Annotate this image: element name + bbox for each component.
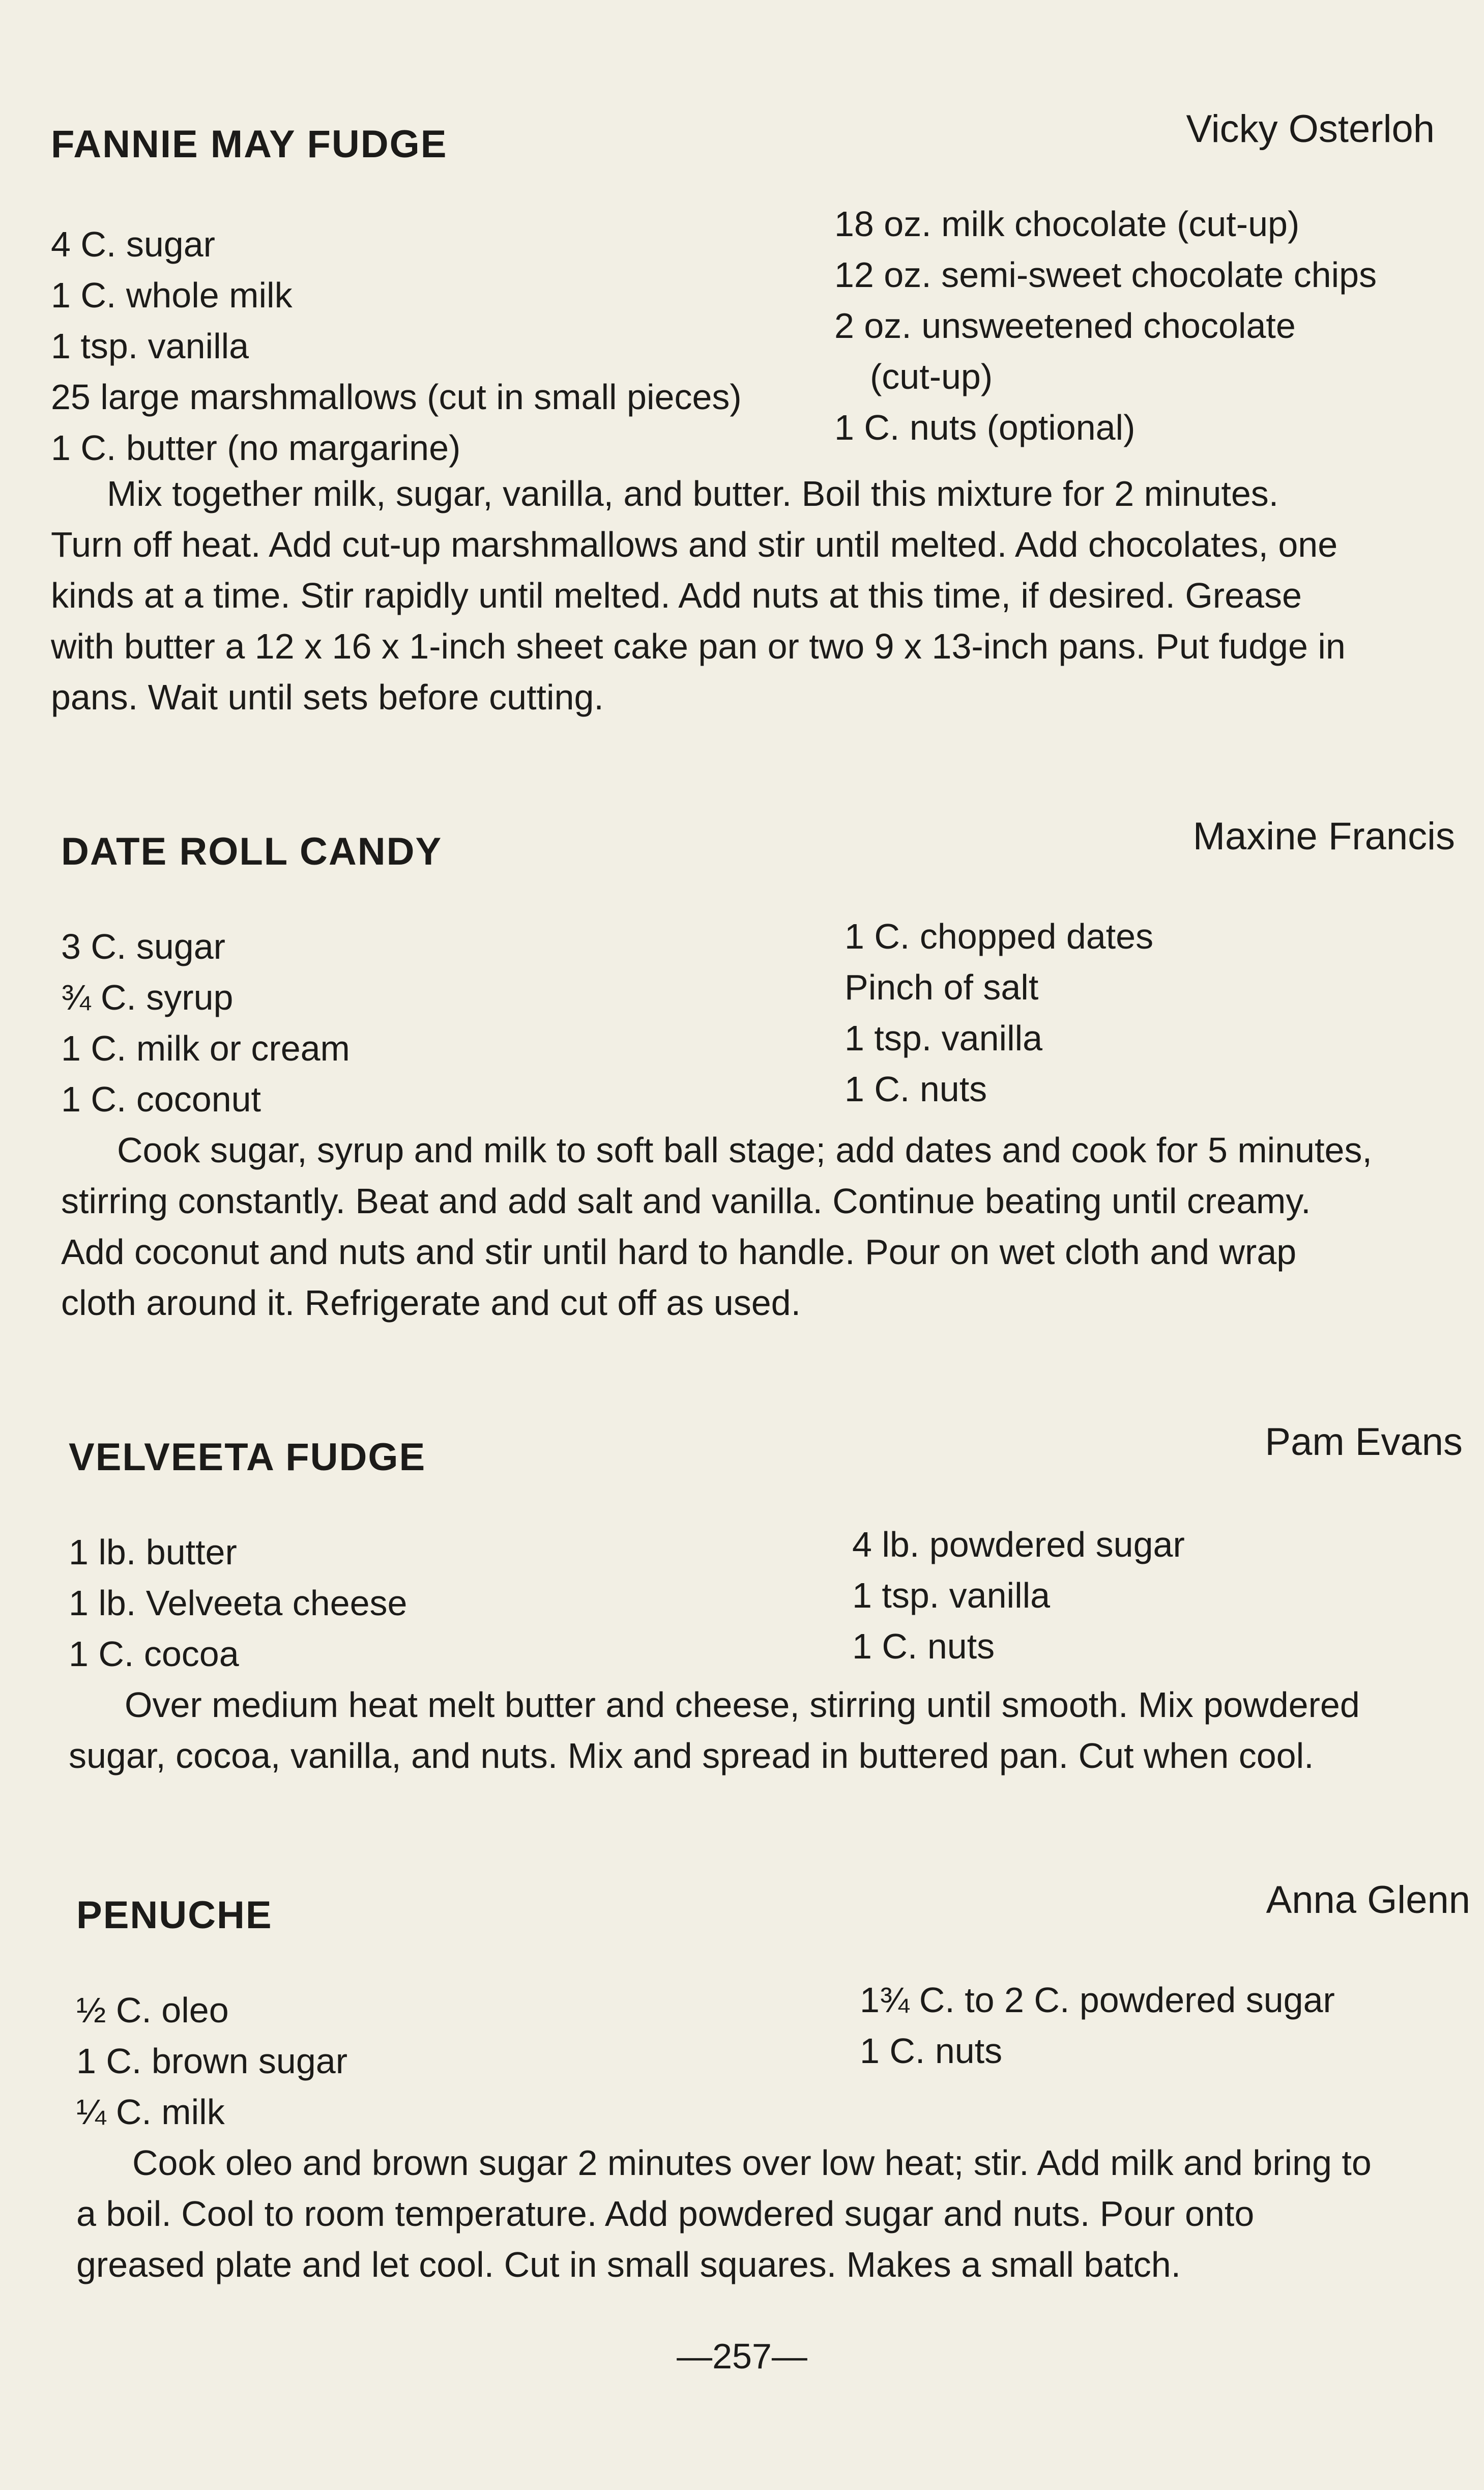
recipe-title: FANNIE MAY FUDGE — [51, 123, 448, 166]
ingredients-right — [852, 1519, 1452, 1679]
ingredient: 1 C. chopped dates — [845, 917, 1154, 956]
recipe-directions — [69, 1679, 1452, 1781]
ingredient: 1 C. milk or cream — [61, 1028, 350, 1068]
recipe-velveeta-fudge — [69, 1420, 1463, 1781]
directions-line: Add coconut and nuts and stir until hard to handle. Pour on wet cloth and wrap — [61, 1232, 1297, 1272]
ingredients-right — [845, 911, 1445, 1125]
ingredient: 1 C. butter (no margarine) — [51, 428, 461, 468]
ingredients-left — [76, 1985, 860, 2137]
recipe-author: Vicky Osterloh — [1186, 107, 1435, 151]
ingredients-left — [51, 219, 834, 473]
recipe-directions — [51, 468, 1435, 723]
ingredient: 2 oz. unsweetened chocolate — [834, 306, 1296, 346]
recipe-date-roll-candy — [61, 815, 1455, 1328]
recipe-title: VELVEETA FUDGE — [69, 1436, 426, 1479]
ingredients-right — [834, 198, 1435, 473]
ingredient: 1 C. nuts (optional) — [834, 408, 1136, 447]
directions-line: Turn off heat. Add cut-up marshmallows and stir until melted. Add chocolates, one — [51, 525, 1338, 564]
ingredient: 1 C. nuts — [852, 1626, 995, 1666]
ingredient: 4 C. sugar — [51, 224, 215, 264]
ingredients-left — [69, 1527, 852, 1679]
ingredient: 1 tsp. vanilla — [845, 1018, 1043, 1058]
ingredient: 1 C. whole milk — [51, 275, 293, 315]
ingredient: 1 C. cocoa — [69, 1634, 239, 1674]
recipe-directions — [61, 1125, 1445, 1328]
recipe-author: Pam Evans — [1265, 1420, 1463, 1464]
directions-line: Cook oleo and brown sugar 2 minutes over low heat; stir. Add milk and bring to — [132, 2143, 1372, 2183]
ingredient: 1 lb. butter — [69, 1532, 237, 1572]
page-number: —257— — [677, 2336, 807, 2376]
ingredient: 25 large marshmallows (cut in small pieces) — [51, 377, 742, 417]
ingredient: 1 C. nuts — [860, 2031, 1003, 2071]
ingredients-right — [860, 1974, 1460, 2137]
ingredient: 1 C. nuts — [845, 1069, 987, 1109]
directions-line: kinds at a time. Stir rapidly until melted. Add nuts at this time, if desired. Grease — [51, 576, 1302, 615]
ingredient: 3 C. sugar — [61, 927, 225, 966]
directions-line: sugar, cocoa, vanilla, and nuts. Mix and spread in buttered pan. Cut when cool. — [69, 1736, 1314, 1776]
ingredient: ¾ C. syrup — [61, 978, 234, 1017]
directions-line: a boil. Cool to room temperature. Add powdered sugar and nuts. Pour onto — [76, 2194, 1255, 2234]
ingredient: 1 tsp. vanilla — [51, 326, 249, 366]
directions-line: Mix together milk, sugar, vanilla, and butter. Boil this mixture for 2 minutes. — [107, 474, 1279, 513]
directions-line: pans. Wait until sets before cutting. — [51, 677, 604, 717]
ingredient: ¼ C. milk — [76, 2092, 225, 2132]
directions-line: stirring constantly. Beat and add salt and vanilla. Continue beating until creamy. — [61, 1181, 1311, 1221]
ingredient: 1 C. coconut — [61, 1079, 261, 1119]
recipe-author: Maxine Francis — [1192, 815, 1455, 858]
ingredient: ½ C. oleo — [76, 1990, 229, 2030]
ingredient: Pinch of salt — [845, 967, 1039, 1007]
recipe-author: Anna Glenn — [1266, 1878, 1470, 1922]
ingredient: 1 lb. Velveeta cheese — [69, 1583, 408, 1623]
ingredients-left — [61, 921, 845, 1125]
recipe-title: DATE ROLL CANDY — [61, 830, 443, 873]
directions-line: Cook sugar, syrup and milk to soft ball stage; add dates and cook for 5 minutes, — [117, 1130, 1372, 1170]
directions-line: Over medium heat melt butter and cheese, stirring until smooth. Mix powdered — [125, 1685, 1360, 1725]
directions-line: cloth around it. Refrigerate and cut off as used. — [61, 1283, 801, 1323]
recipe-title: PENUCHE — [76, 1894, 273, 1937]
recipe-directions — [76, 2137, 1460, 2290]
ingredient: 12 oz. semi-sweet chocolate chips — [834, 255, 1377, 295]
directions-line: with butter a 12 x 16 x 1-inch sheet cake pan or two 9 x 13-inch pans. Put fudge in — [51, 626, 1346, 666]
directions-line: greased plate and let cool. Cut in small squares. Makes a small batch. — [76, 2245, 1181, 2284]
recipe-fannie-may-fudge — [51, 107, 1435, 723]
ingredient: 1 C. brown sugar — [76, 2041, 348, 2081]
ingredient: 18 oz. milk chocolate (cut-up) — [834, 204, 1300, 244]
ingredient: 1¾ C. to 2 C. powdered sugar — [860, 1980, 1335, 2020]
ingredient: 1 tsp. vanilla — [852, 1576, 1051, 1615]
ingredient: (cut-up) — [870, 357, 993, 396]
recipe-penuche — [76, 1878, 1470, 2290]
ingredient: 4 lb. powdered sugar — [852, 1525, 1185, 1564]
